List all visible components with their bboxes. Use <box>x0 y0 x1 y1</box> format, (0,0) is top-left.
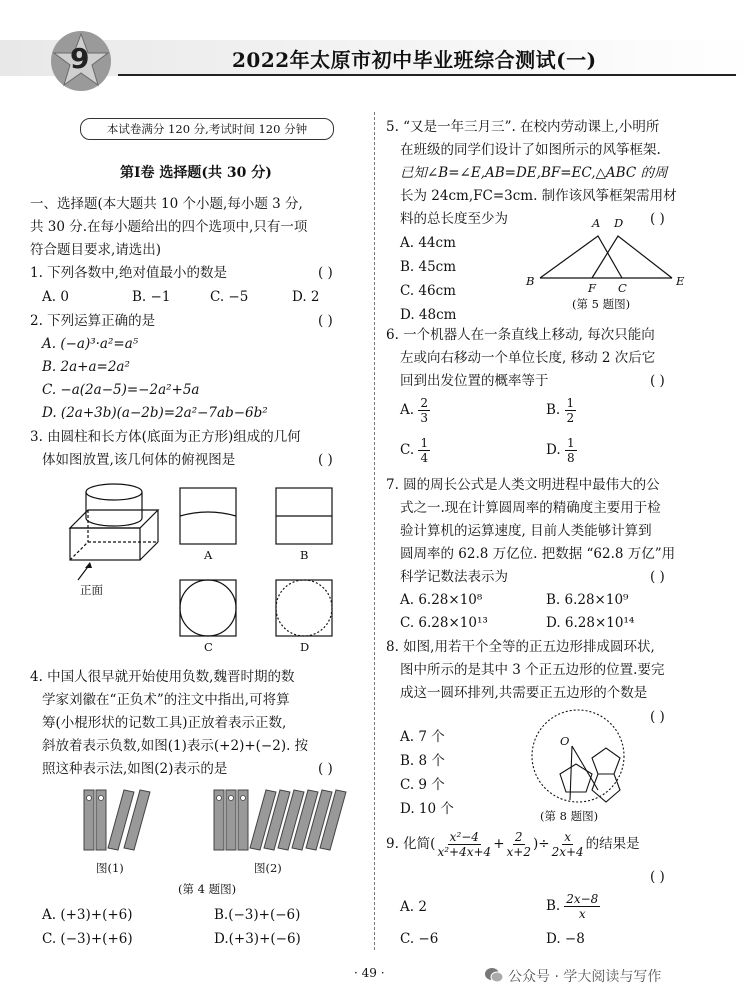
q7-stem-1: 7. 圆的周长公式是人类文明进程中最伟大的公 <box>386 477 660 493</box>
numerator: 1 <box>566 396 575 410</box>
fraction <box>552 830 584 859</box>
q8-option-d: D. 10 个 <box>400 801 454 817</box>
point-a: A <box>592 216 601 230</box>
q6-option-d <box>546 436 577 465</box>
q9-option-b <box>546 892 600 921</box>
q8-option-b: B. 8 个 <box>400 753 445 769</box>
answer-paren: ( ) <box>318 265 333 281</box>
q9-tail: 的结果是 <box>585 836 640 852</box>
option-letter: B. <box>546 402 561 418</box>
numerator: 1 <box>420 436 429 450</box>
q5-caption: (第 5 题图) <box>572 297 631 311</box>
q6-option-b <box>546 396 576 425</box>
q5-option-a: A. 44cm <box>400 235 456 251</box>
pentagon-ring-figure <box>516 708 646 810</box>
q2-stem: 2. 下列运算正确的是 <box>30 313 156 329</box>
q8-stem-1: 8. 如图,用若干个全等的正五边形排成圆环状, <box>386 639 655 655</box>
fig1-label: 图(1) <box>96 861 124 875</box>
q1-option-a: A. 0 <box>42 289 69 305</box>
point-e: E <box>676 274 685 288</box>
numerator: x²−4 <box>449 830 479 844</box>
option-letter: C. <box>400 442 415 458</box>
q9-option-c: C. −6 <box>400 931 439 947</box>
instr-line: 符合题目要求,请选出) <box>30 242 162 258</box>
point-c: C <box>618 281 627 295</box>
fraction <box>565 396 577 425</box>
q2-option-c: C. −a(2a−5)=−2a²+5a <box>42 382 200 398</box>
q2-option-b: B. 2a+a=2a² <box>42 359 130 375</box>
q5-stem-5: 料的总长度至少为 <box>400 211 508 227</box>
denominator: 8 <box>566 451 575 465</box>
q6-stem-3: 回到出发位置的概率等于 <box>400 373 549 389</box>
view-a <box>180 488 236 544</box>
denominator: x <box>578 907 586 921</box>
q8-stem-3: 成这一圆环排列,共需要正五边形的个数是 <box>400 685 648 701</box>
q7-option-c: C. 6.28×10¹³ <box>400 615 488 631</box>
star-badge <box>46 28 116 94</box>
q6-option-c <box>400 436 430 465</box>
q1-option-b: B. −1 <box>132 289 171 305</box>
q8-stem-2: 图中所示的是其中 3 个正五边形的位置.要完 <box>400 662 665 678</box>
q7-option-a: A. 6.28×10⁸ <box>400 592 483 608</box>
counting-rods-figure <box>76 786 356 858</box>
label-b: B <box>300 548 309 562</box>
q5-stem-4: 长为 24cm,FC=3cm. 制作该风筝框架需用材 <box>400 188 677 204</box>
fraction <box>507 830 531 859</box>
denominator: 2 <box>566 411 575 425</box>
fraction <box>418 396 430 425</box>
q3-options-figure <box>170 480 340 640</box>
q5-option-c: C. 46cm <box>400 283 456 299</box>
fraction <box>564 892 600 921</box>
denominator: 2x+4 <box>551 845 584 859</box>
q4-option-b: B.(−3)+(−6) <box>214 907 301 923</box>
q3-stem-2: 体如图放置,该几何体的俯视图是 <box>42 452 236 468</box>
option-letter: D. <box>546 442 561 458</box>
q9-option-d: D. −8 <box>546 931 585 947</box>
plus-sign: + <box>493 836 505 852</box>
q5-stem-1: 5. “又是一年三月三”. 在校内劳动课上,小明所 <box>386 119 660 135</box>
q2-option-a: A. (−a)³·a²=a⁵ <box>42 336 139 352</box>
instructions <box>30 193 307 262</box>
option-letter: A. <box>400 402 415 418</box>
q5-option-d: D. 48cm <box>400 307 457 323</box>
instr-line: 一、选择题(本大题共 10 个小题,每小题 3 分, <box>30 196 303 212</box>
watermark: 公众号 · 学大阅读与写作 <box>508 969 662 985</box>
kite-figure <box>520 230 690 290</box>
q9-option-a: A. 2 <box>400 899 427 915</box>
answer-paren: ( ) <box>318 313 333 329</box>
q4-stem-3: 筹(小棍形状的记数工具)正放着表示正数, <box>42 715 287 731</box>
option-letter: B. <box>546 898 561 914</box>
point-f: F <box>588 281 596 295</box>
q1-option-d: D. 2 <box>292 289 320 305</box>
numerator: 2 <box>420 396 428 410</box>
fraction <box>418 436 430 465</box>
q6-stem-1: 6. 一个机器人在一条直线上移动, 每次只能向 <box>386 327 655 343</box>
q4-stem-2: 学家刘徽在“正负术”的注文中指出,可将算 <box>42 692 290 708</box>
exam-notice: 本试卷满分 120 分,考试时间 120 分钟 <box>80 118 334 140</box>
q7-stem-3: 验计算机的运算速度, 目前人类能够计算到 <box>400 523 652 539</box>
q5-stem-2: 在班级的同学们设计了如图所示的风筝框架. <box>400 142 661 158</box>
answer-paren: ( ) <box>650 211 665 227</box>
q7-stem-4: 圆周率的 62.8 万亿位. 把数据 “62.8 万亿”用 <box>400 546 676 562</box>
q4-option-c: C. (−3)+(+6) <box>42 931 133 947</box>
fig2-label: 图(2) <box>254 861 282 875</box>
answer-paren: ( ) <box>650 869 665 885</box>
q1-stem: 1. 下列各数中,绝对值最小的数是 <box>30 265 227 281</box>
answer-paren: ( ) <box>650 569 665 585</box>
q4-option-a: A. (+3)+(+6) <box>42 907 133 923</box>
q7-stem-5: 科学记数法表示为 <box>400 569 508 585</box>
q1-option-c: C. −5 <box>210 289 249 305</box>
front-label: 正面 <box>80 583 103 597</box>
center-o: O <box>560 734 570 748</box>
answer-paren: ( ) <box>650 373 665 389</box>
q9-lead: 9. 化简( <box>386 836 436 852</box>
answer-paren: ( ) <box>650 709 665 725</box>
q7-option-d: D. 6.28×10¹⁴ <box>546 615 635 631</box>
numerator: 2x−8 <box>566 892 599 906</box>
q5-option-b: B. 45cm <box>400 259 457 275</box>
point-d: D <box>614 216 624 230</box>
denominator: x²+4x+4 <box>437 845 492 859</box>
q6-option-a <box>400 396 430 425</box>
instr-line: 共 30 分.在每小题给出的四个选项中,只有一项 <box>30 219 308 235</box>
q8-caption: (第 8 题图) <box>540 809 599 823</box>
q4-option-d: D.(+3)+(−6) <box>214 931 301 947</box>
q4-caption: (第 4 题图) <box>178 882 237 896</box>
label-c: C <box>204 640 213 654</box>
answer-paren: ( ) <box>318 452 333 468</box>
numerator: 1 <box>566 436 575 450</box>
q8-option-c: C. 9 个 <box>400 777 445 793</box>
denominator: 3 <box>420 411 428 425</box>
q7-stem-2: 式之一.现在计算圆周率的精确度主要用于检 <box>400 500 661 516</box>
q4-stem-4: 斜放着表示负数,如图(1)表示(+2)+(−2). 按 <box>42 738 309 754</box>
page-number: · 49 · <box>354 966 385 980</box>
denominator: 4 <box>420 451 429 465</box>
solid-figure <box>60 480 170 590</box>
numerator: 2 <box>514 830 523 844</box>
column-divider <box>374 112 375 950</box>
divide-sign: )÷ <box>532 836 550 852</box>
fraction <box>565 436 577 465</box>
denominator: x+2 <box>506 845 531 859</box>
q8-option-a: A. 7 个 <box>400 729 445 745</box>
numerator: x <box>564 830 571 844</box>
wechat-icon <box>484 966 504 986</box>
point-b: B <box>526 274 535 288</box>
page-title: 2022年太原市初中毕业班综合测试(一) <box>232 48 597 72</box>
fraction <box>437 830 491 859</box>
q4-stem-5: 照这种表示法,如图(2)表示的是 <box>42 761 228 777</box>
section-title: 第Ⅰ卷 选择题(共 30 分) <box>120 165 272 181</box>
q6-stem-2: 左或向右移动一个单位长度, 移动 2 次后它 <box>400 350 656 366</box>
q9-stem <box>386 830 640 859</box>
badge-number: 9 <box>70 42 90 75</box>
q4-stem-1: 4. 中国人很早就开始使用负数,魏晋时期的数 <box>30 669 295 685</box>
q7-option-b: B. 6.28×10⁹ <box>546 592 629 608</box>
label-d: D <box>300 640 310 654</box>
q5-stem-3: 已知∠B=∠E,AB=DE,BF=EC,△ABC 的周 <box>400 165 668 181</box>
q3-stem-1: 3. 由圆柱和长方体(底面为正方形)组成的几何 <box>30 429 301 445</box>
answer-paren: ( ) <box>318 761 333 777</box>
label-a: A <box>204 548 213 562</box>
q2-option-d: D. (2a+3b)(a−2b)=2a²−7ab−6b² <box>42 405 268 421</box>
title-rule <box>118 74 736 76</box>
